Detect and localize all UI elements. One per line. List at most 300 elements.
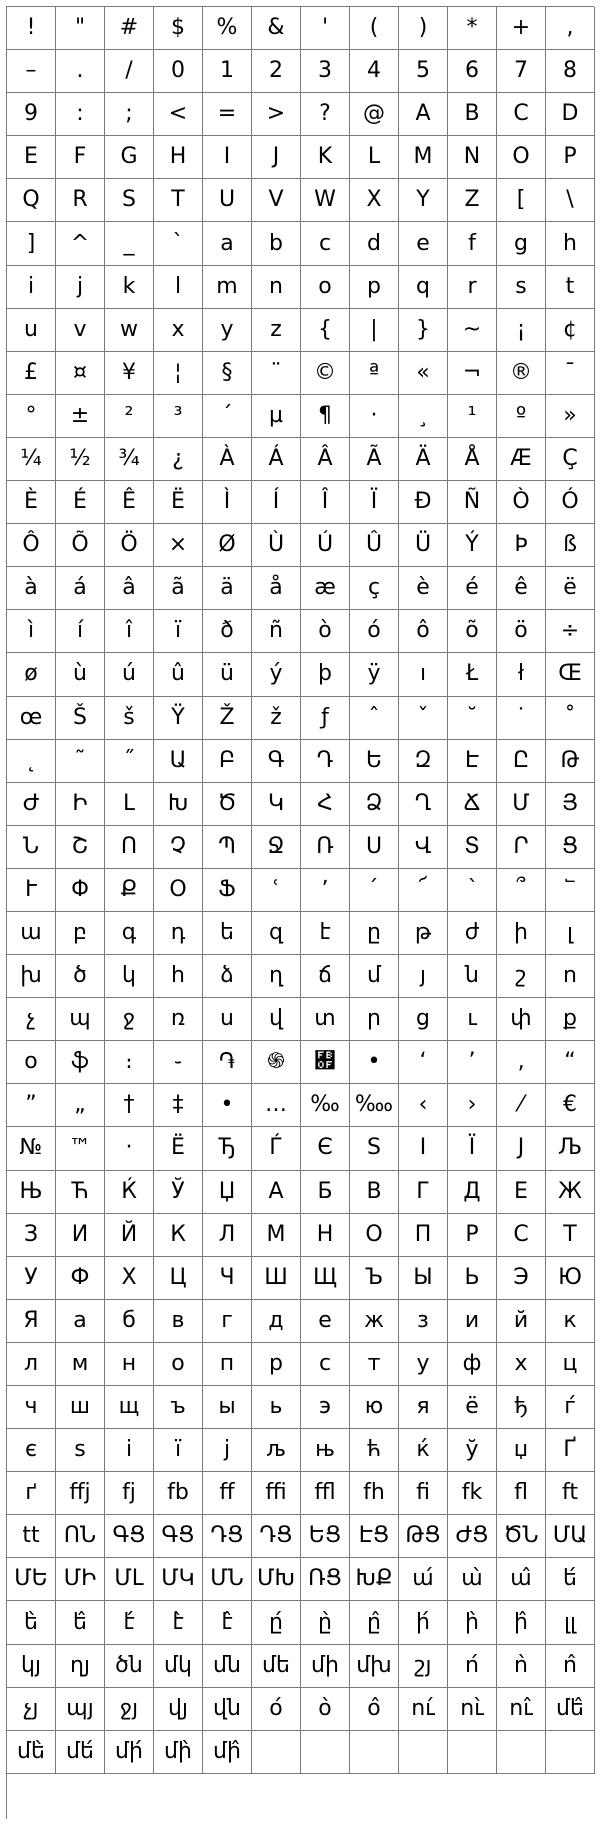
glyph-cell: վ: [252, 998, 301, 1041]
glyph-cell: я: [399, 1386, 448, 1429]
glyph-cell: f: [448, 222, 497, 265]
glyph-cell: Б: [301, 1171, 350, 1214]
glyph-cell: ⁄: [497, 1084, 546, 1127]
glyph-cell: ը̂: [350, 1601, 399, 1644]
glyph-cell: ™: [56, 1127, 105, 1170]
glyph-cell: ա: [7, 912, 56, 955]
glyph-cell: ՄԿ: [154, 1558, 203, 1601]
glyph-cell: Ж: [546, 1171, 595, 1214]
glyph-cell: Ф: [56, 1257, 105, 1300]
glyph-cell: È: [7, 481, 56, 524]
glyph-cell: Æ: [497, 438, 546, 481]
glyph-cell: з: [399, 1300, 448, 1343]
glyph-cell: ˜: [56, 740, 105, 783]
glyph-cell: У: [7, 1257, 56, 1300]
glyph-cell: §: [203, 352, 252, 395]
glyph-cell: &: [252, 7, 301, 50]
glyph-cell: մի̂: [203, 1731, 252, 1774]
glyph-cell: ½: [56, 438, 105, 481]
glyph-cell: J: [252, 136, 301, 179]
glyph-cell: ու́: [399, 1688, 448, 1731]
glyph-cell: է́: [105, 1601, 154, 1644]
glyph-cell: Î: [301, 481, 350, 524]
glyph-cell: Y: [399, 179, 448, 222]
glyph-cell: մկ: [154, 1645, 203, 1688]
glyph-cell: Ѓ: [252, 1127, 301, 1170]
glyph-cell: տ: [301, 998, 350, 1041]
glyph-cell: ˇ: [399, 697, 448, 740]
glyph-cell: \: [546, 179, 595, 222]
glyph-cell: ը̀: [301, 1601, 350, 1644]
glyph-cell: ﬏: [301, 1041, 350, 1084]
glyph-cell: Ց: [546, 826, 595, 869]
glyph-cell: ¹: [448, 395, 497, 438]
glyph-cell: œ: [7, 697, 56, 740]
glyph-cell: մե̀: [7, 1731, 56, 1774]
glyph-cell: и: [448, 1300, 497, 1343]
glyph-cell: •: [350, 1041, 399, 1084]
glyph-cell: S: [105, 179, 154, 222]
glyph-cell: d: [350, 222, 399, 265]
glyph-cell: „: [56, 1084, 105, 1127]
glyph-cell: Ў: [154, 1171, 203, 1214]
glyph-cell: љ: [252, 1429, 301, 1472]
glyph-cell: x: [154, 309, 203, 352]
glyph-cell: á: [56, 567, 105, 610]
glyph-cell: ù: [56, 653, 105, 696]
glyph-cell: Q: [7, 179, 56, 222]
glyph-cell: Զ: [399, 740, 448, 783]
glyph-cell: ԳՑ: [105, 1515, 154, 1558]
glyph-cell: ›: [448, 1084, 497, 1127]
glyph-cell: ի̂: [497, 1601, 546, 1644]
glyph-cell: ս: [203, 998, 252, 1041]
glyph-cell: v: [56, 309, 105, 352]
glyph-cell: Ч: [203, 1257, 252, 1300]
glyph-cell: Կ: [252, 783, 301, 826]
glyph-cell: ˝: [105, 740, 154, 783]
glyph-cell: e: [399, 222, 448, 265]
glyph-cell: É: [56, 481, 105, 524]
glyph-cell: П: [399, 1214, 448, 1257]
glyph-cell: ã: [154, 567, 203, 610]
glyph-cell: 9: [7, 93, 56, 136]
glyph-cell: ї: [154, 1429, 203, 1472]
glyph-cell: ջ: [105, 998, 154, 1041]
glyph-cell: ’: [448, 1041, 497, 1084]
glyph-cell: V: [252, 179, 301, 222]
glyph-cell: 8: [546, 50, 595, 93]
glyph-cell: Ł: [448, 653, 497, 696]
glyph-cell: պյ: [56, 1688, 105, 1731]
glyph-cell: ՄԽ: [252, 1558, 301, 1601]
glyph-cell: ©: [301, 352, 350, 395]
glyph-cell: ի̀: [448, 1601, 497, 1644]
glyph-cell: Ъ: [350, 1257, 399, 1300]
glyph-cell: Ђ: [203, 1127, 252, 1170]
glyph-cell: վյ: [154, 1688, 203, 1731]
glyph-cell: Մ: [497, 783, 546, 826]
glyph-cell: «: [399, 352, 448, 395]
glyph-cell: Z: [448, 179, 497, 222]
glyph-cell: K: [301, 136, 350, 179]
glyph-cell: 7: [497, 50, 546, 93]
glyph-cell: Ì: [203, 481, 252, 524]
glyph-cell: ”: [7, 1084, 56, 1127]
glyph-cell: Ւ: [7, 869, 56, 912]
glyph-cell: ®: [497, 352, 546, 395]
glyph-cell: ћ: [350, 1429, 399, 1472]
glyph-cell: ՞: [497, 869, 546, 912]
glyph-cell: ˘: [448, 697, 497, 740]
glyph-cell: ¨: [252, 352, 301, 395]
glyph-cell: ¡: [497, 309, 546, 352]
glyph-cell: fb: [154, 1472, 203, 1515]
glyph-cell: t: [546, 266, 595, 309]
glyph-cell: µ: [252, 395, 301, 438]
glyph-cell: Ý: [448, 524, 497, 567]
glyph-cell: r: [448, 266, 497, 309]
glyph-cell: Դ: [301, 740, 350, 783]
glyph-cell: Ձ: [350, 783, 399, 826]
glyph-cell: D: [546, 93, 595, 136]
glyph-cell: b: [252, 222, 301, 265]
glyph-cell: Պ: [203, 826, 252, 869]
glyph-cell: О: [350, 1214, 399, 1257]
glyph-cell: Ա: [154, 740, 203, 783]
glyph-cell: Õ: [56, 524, 105, 567]
glyph-cell: Ž: [203, 697, 252, 740]
glyph-cell: у: [399, 1343, 448, 1386]
glyph-cell: ‘: [399, 1041, 448, 1084]
glyph-cell: ԳՑ: [154, 1515, 203, 1558]
glyph-cell: г: [203, 1300, 252, 1343]
glyph-cell: Ь: [448, 1257, 497, 1300]
glyph-cell: ô: [399, 610, 448, 653]
glyph-cell: Г: [399, 1171, 448, 1214]
glyph-cell: ‰: [301, 1084, 350, 1127]
glyph-cell: է̂: [203, 1601, 252, 1644]
glyph-cell: մ: [350, 955, 399, 998]
glyph-cell: ԽՔ: [350, 1558, 399, 1601]
glyph-cell: խ: [7, 955, 56, 998]
glyph-cell: Á: [252, 438, 301, 481]
glyph-cell: ԴՑ: [252, 1515, 301, 1558]
glyph-cell: І: [399, 1127, 448, 1170]
glyph-cell: Ք: [105, 869, 154, 912]
glyph-cell: ±: [56, 395, 105, 438]
glyph-cell: ե: [203, 912, 252, 955]
glyph-cell: ¬: [448, 352, 497, 395]
glyph-cell: è: [399, 567, 448, 610]
glyph-cell: ՙ: [252, 869, 301, 912]
glyph-cell: З: [7, 1214, 56, 1257]
glyph-cell: X: [350, 179, 399, 222]
glyph-cell: ъ: [154, 1386, 203, 1429]
glyph-cell: 4: [350, 50, 399, 93]
glyph-cell: (: [350, 7, 399, 50]
glyph-cell: A: [399, 93, 448, 136]
glyph-cell: դ: [154, 912, 203, 955]
glyph-cell: ¯: [546, 352, 595, 395]
glyph-cell: }: [399, 309, 448, 352]
glyph-cell: И: [56, 1214, 105, 1257]
glyph-cell: ó: [350, 610, 399, 653]
glyph-cell: ԹՑ: [399, 1515, 448, 1558]
glyph-cell: ո̂: [546, 1645, 595, 1688]
glyph-cell: fh: [350, 1472, 399, 1515]
glyph-cell: ՄԱ: [546, 1515, 595, 1558]
glyph-cell: Е: [497, 1171, 546, 1214]
glyph-cell: ò: [301, 610, 350, 653]
glyph-cell: х: [497, 1343, 546, 1386]
glyph-cell: Û: [350, 524, 399, 567]
glyph-cell: զ: [252, 912, 301, 955]
glyph-cell: ը: [350, 912, 399, 955]
glyph-cell: л: [7, 1343, 56, 1386]
glyph-cell: »: [546, 395, 595, 438]
glyph-cell: Þ: [497, 524, 546, 567]
glyph-cell: /: [105, 50, 154, 93]
glyph-cell: ï: [154, 610, 203, 653]
glyph-cell: =: [203, 93, 252, 136]
glyph-cell: ո̀: [497, 1645, 546, 1688]
glyph-cell: {: [301, 309, 350, 352]
glyph-cell: À: [203, 438, 252, 481]
glyph-cell: ¶: [301, 395, 350, 438]
glyph-cell: ÿ: [350, 653, 399, 696]
glyph-cell: օ̀: [301, 1688, 350, 1731]
glyph-cell: ä: [203, 567, 252, 610]
glyph-cell: ¤: [56, 352, 105, 395]
glyph-cell: Ö: [105, 524, 154, 567]
glyph-cell: к: [546, 1300, 595, 1343]
glyph-cell: Š: [56, 697, 105, 740]
glyph-cell: ќ: [399, 1429, 448, 1472]
glyph-cell: …: [252, 1084, 301, 1127]
glyph-cell: Հ: [301, 783, 350, 826]
glyph-cell: Չ: [154, 826, 203, 869]
glyph-cell: Բ: [203, 740, 252, 783]
glyph-cell: ì: [7, 610, 56, 653]
glyph-cell: ?: [301, 93, 350, 136]
glyph-cell: £: [7, 352, 56, 395]
glyph-cell: չ: [7, 998, 56, 1041]
glyph-cell: >: [252, 93, 301, 136]
glyph-cell: М: [252, 1214, 301, 1257]
glyph-cell: ø: [7, 653, 56, 696]
glyph-cell: Ը: [497, 740, 546, 783]
glyph-cell: ш: [56, 1386, 105, 1429]
glyph-cell: Տ: [448, 826, 497, 869]
glyph-cell: ': [301, 7, 350, 50]
glyph-cell: Ն: [7, 826, 56, 869]
glyph-cell: ֊: [154, 1041, 203, 1084]
glyph-cell: ը́: [252, 1601, 301, 1644]
glyph-cell: i: [7, 266, 56, 309]
glyph-cell: Ø: [203, 524, 252, 567]
glyph-cell: ճ: [301, 955, 350, 998]
glyph-cell: թ: [399, 912, 448, 955]
glyph-cell: û: [154, 653, 203, 696]
glyph-cell: ffi: [252, 1472, 301, 1515]
glyph-cell: ft: [546, 1472, 595, 1515]
glyph-cell: ի: [497, 912, 546, 955]
glyph-cell: Ќ: [105, 1171, 154, 1214]
glyph-cell: њ: [301, 1429, 350, 1472]
glyph-cell: յ: [399, 955, 448, 998]
glyph-cell: ˆ: [350, 697, 399, 740]
glyph-cell: E: [7, 136, 56, 179]
glyph-cell: Н: [301, 1214, 350, 1257]
glyph-cell: ^: [56, 222, 105, 265]
glyph-cell: Ժ: [7, 783, 56, 826]
empty-cell: [350, 1731, 399, 1774]
glyph-cell: Ã: [350, 438, 399, 481]
glyph-cell: կ: [105, 955, 154, 998]
glyph-cell: շ: [497, 955, 546, 998]
glyph-cell: п: [203, 1343, 252, 1386]
glyph-cell: ‱: [350, 1084, 399, 1127]
glyph-cell: ՄԵ: [7, 1558, 56, 1601]
glyph-cell: մե́: [56, 1731, 105, 1774]
glyph-cell: ց: [399, 998, 448, 1041]
glyph-cell: э: [301, 1386, 350, 1429]
glyph-cell: ь: [252, 1386, 301, 1429]
glyph-cell: Ѕ: [350, 1127, 399, 1170]
glyph-cell: ֆ: [56, 1041, 105, 1084]
glyph-cell: M: [399, 136, 448, 179]
glyph-cell: #: [105, 7, 154, 50]
glyph-cell: Ե: [350, 740, 399, 783]
glyph-cell: а: [56, 1300, 105, 1343]
glyph-cell: Т: [546, 1214, 595, 1257]
glyph-cell: ժ: [448, 912, 497, 955]
glyph-cell: Џ: [203, 1171, 252, 1214]
glyph-cell: $: [154, 7, 203, 50]
glyph-cell: Ï: [350, 481, 399, 524]
glyph-cell: Ó: [546, 481, 595, 524]
glyph-cell: ի́: [399, 1601, 448, 1644]
glyph-cell: ծ: [56, 955, 105, 998]
glyph-cell: ՈՆ: [56, 1515, 105, 1558]
glyph-cell: N: [448, 136, 497, 179]
glyph-cell: Ю: [546, 1257, 595, 1300]
glyph-cell: Ò: [497, 481, 546, 524]
glyph-cell: à: [7, 567, 56, 610]
glyph-cell: մն: [203, 1645, 252, 1688]
glyph-cell: ՄԼ: [105, 1558, 154, 1601]
glyph-cell: _: [105, 222, 154, 265]
glyph-cell: ԵՑ: [301, 1515, 350, 1558]
glyph-cell: Д: [448, 1171, 497, 1214]
glyph-cell: Œ: [546, 653, 595, 696]
glyph-cell: ê: [497, 567, 546, 610]
glyph-cell: А: [252, 1171, 301, 1214]
glyph-cell: %: [203, 7, 252, 50]
glyph-cell: ղյ: [56, 1645, 105, 1688]
glyph-cell: €: [546, 1084, 595, 1127]
glyph-cell: p: [350, 266, 399, 309]
glyph-cell: ß: [546, 524, 595, 567]
glyph-cell: ձ: [203, 955, 252, 998]
glyph-cell: м: [56, 1343, 105, 1386]
empty-cell: [399, 1731, 448, 1774]
glyph-cell: R: [56, 179, 105, 222]
glyph-cell: ՝: [448, 869, 497, 912]
glyph-cell: ı: [399, 653, 448, 696]
glyph-cell: ü: [203, 653, 252, 696]
glyph-cell: Ј: [497, 1127, 546, 1170]
glyph-cell: ): [399, 7, 448, 50]
glyph-cell: g: [497, 222, 546, 265]
glyph-cell: մի́: [105, 1731, 154, 1774]
glyph-cell: ե́: [546, 1558, 595, 1601]
glyph-cell: s: [497, 266, 546, 309]
glyph-cell: ў: [448, 1429, 497, 1472]
glyph-cell: ա̂: [497, 1558, 546, 1601]
glyph-cell: ·: [105, 1127, 154, 1170]
glyph-cell: ն: [448, 955, 497, 998]
glyph-cell: ՄԻ: [56, 1558, 105, 1601]
glyph-cell: 1: [203, 50, 252, 93]
glyph-cell: Ծ: [203, 783, 252, 826]
glyph-cell: օ: [7, 1041, 56, 1084]
glyph-cell: ե̀: [7, 1601, 56, 1644]
glyph-cell: j: [56, 266, 105, 309]
empty-cell: [301, 1731, 350, 1774]
glyph-cell: Њ: [7, 1171, 56, 1214]
glyph-cell: ՌՑ: [301, 1558, 350, 1601]
glyph-cell: U: [203, 179, 252, 222]
glyph-cell: å: [252, 567, 301, 610]
glyph-cell: ffj: [56, 1472, 105, 1515]
glyph-cell: ˚: [546, 697, 595, 740]
glyph-cell: ա́: [399, 1558, 448, 1601]
glyph-cell: Յ: [546, 783, 595, 826]
glyph-cell: [: [497, 179, 546, 222]
glyph-cell: հ: [154, 955, 203, 998]
glyph-cell: I: [203, 136, 252, 179]
glyph-cell: Ո: [105, 826, 154, 869]
glyph-cell: æ: [301, 567, 350, 610]
glyph-cell: u: [7, 309, 56, 352]
glyph-cell: д: [252, 1300, 301, 1343]
glyph-cell: բ: [56, 912, 105, 955]
empty-cell: [448, 1731, 497, 1774]
glyph-cell: Ґ: [546, 1429, 595, 1472]
glyph-cell: ×: [154, 524, 203, 567]
glyph-cell: õ: [448, 610, 497, 653]
glyph-cell: ff: [203, 1472, 252, 1515]
glyph-cell: ]: [7, 222, 56, 265]
glyph-cell: P: [546, 136, 595, 179]
glyph-cell: й: [497, 1300, 546, 1343]
glyph-cell: <: [154, 93, 203, 136]
glyph-cell: ու̀: [448, 1688, 497, 1731]
glyph-cell: Ս: [350, 826, 399, 869]
glyph-cell: G: [105, 136, 154, 179]
glyph-cell: q: [399, 266, 448, 309]
glyph-cell: ծն: [105, 1645, 154, 1688]
glyph-cell: е: [301, 1300, 350, 1343]
glyph-cell: Ð: [399, 481, 448, 524]
glyph-cell: о: [154, 1343, 203, 1386]
glyph-cell: •: [203, 1084, 252, 1127]
glyph-cell: Լ: [105, 783, 154, 826]
glyph-grid: [6, 6, 594, 1819]
glyph-cell: ¼: [7, 438, 56, 481]
